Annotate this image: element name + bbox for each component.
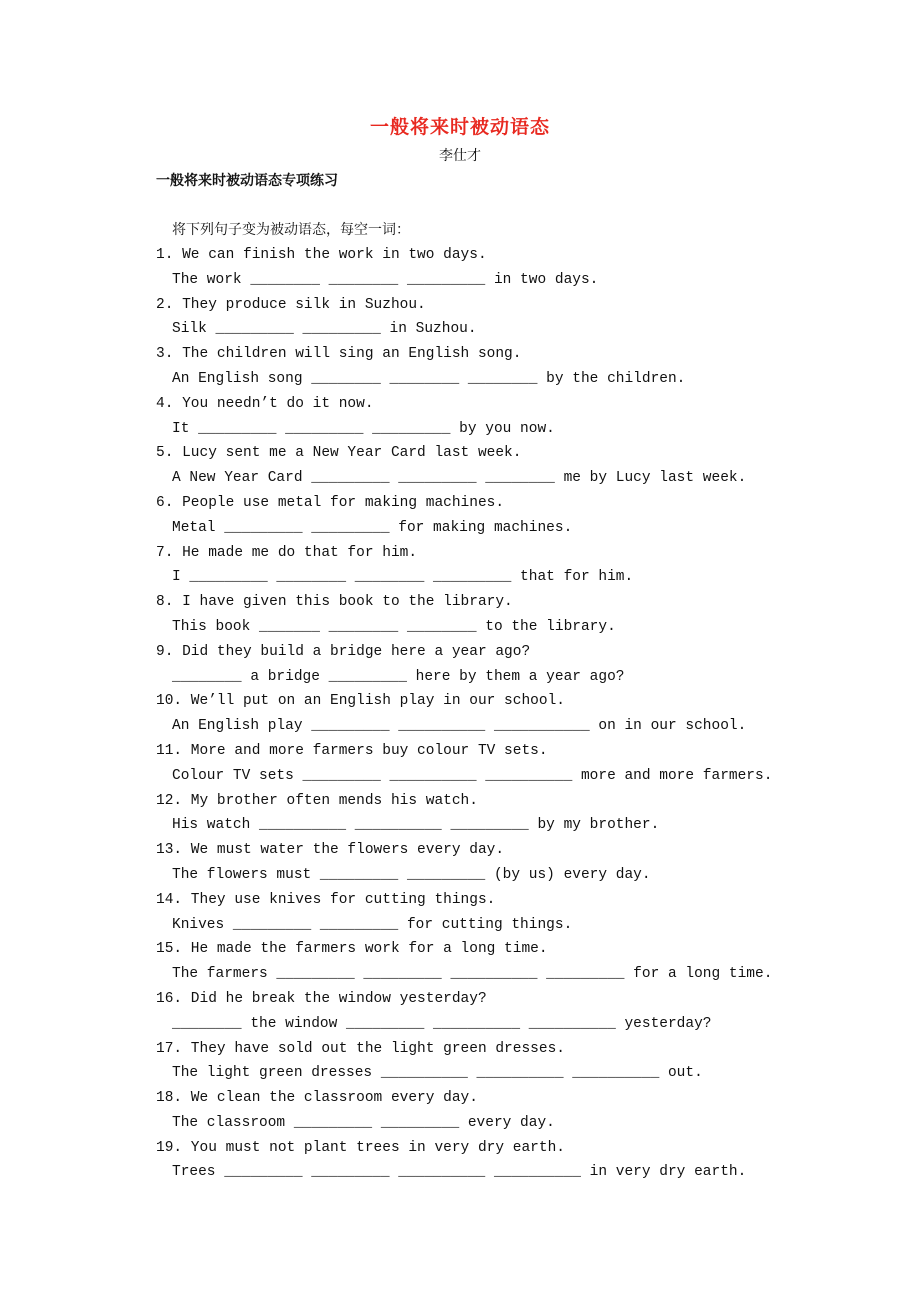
exercise-question: 8. I have given this book to the library. xyxy=(156,594,513,611)
exercise-question: 9. Did they build a bridge here a year ago? xyxy=(156,643,531,660)
exercise-question: 14. They use knives for cutting things. xyxy=(156,891,496,908)
exercise-question: 1. We can finish the work in two days. xyxy=(156,247,487,263)
exercise-answer: Metal _________ _________ for making machines. xyxy=(172,519,573,536)
exercise-answer: This book _______ ________ ________ to the library. xyxy=(172,618,616,635)
exercise-answer: His watch __________ __________ _________ by my brother. xyxy=(172,817,660,834)
exercise-answer: Colour TV sets _________ __________ __________ more and more farmers. xyxy=(172,767,773,784)
exercise-question: 6. People use metal for making machines. xyxy=(156,494,505,511)
exercise-question: 18. We clean the classroom every day. xyxy=(156,1090,478,1107)
instruction-text: 将下列句子变为被动语态，每空一词： xyxy=(172,222,410,238)
exercise-answer: The work ________ ________ _________ in two days. xyxy=(172,271,599,288)
exercise-question: 11. More and more farmers buy colour TV sets. xyxy=(156,742,548,759)
exercise-answer: Trees _________ _________ __________ __________ in very dry earth. xyxy=(172,1164,747,1181)
exercise-answer: The farmers _________ _________ __________ _________ for a long time. xyxy=(172,966,773,983)
exercise-answer: The classroom _________ _________ every day. xyxy=(172,1114,555,1131)
page-title: 一般将来时被动语态 xyxy=(369,116,550,138)
exercise-question: 13. We must water the flowers every day. xyxy=(156,842,505,859)
exercise-answer: Silk _________ _________ in Suzhou. xyxy=(172,321,477,338)
exercise-answer: The flowers must _________ _________ (by us) every day. xyxy=(172,866,651,883)
exercise-question: 10. We’ll put on an English play in our school. xyxy=(156,693,565,710)
exercise-answer: An English play _________ __________ ___________ on in our school. xyxy=(172,718,747,735)
author-name: 李仕才 xyxy=(439,148,481,164)
exercise-question: 5. Lucy sent me a New Year Card last week. xyxy=(156,445,522,462)
exercise-answer: The light green dresses __________ __________ __________ out. xyxy=(172,1065,703,1082)
exercise-answer: An English song ________ ________ ________ by the children. xyxy=(172,370,686,387)
exercise-answer: I _________ ________ ________ _________ that for him. xyxy=(172,569,634,586)
exercise-question: 12. My brother often mends his watch. xyxy=(156,792,478,809)
exercise-answer: Knives _________ _________ for cutting things. xyxy=(172,916,573,933)
exercise-question: 15. He made the farmers work for a long time. xyxy=(156,941,548,958)
exercise-question: 3. The children will sing an English song. xyxy=(156,346,522,363)
exercise-question: 19. You must not plant trees in very dry earth. xyxy=(156,1139,565,1156)
exercise-question: 7. He made me do that for him. xyxy=(156,544,418,561)
exercise-answer: ________ the window _________ __________ __________ yesterday? xyxy=(172,1015,712,1032)
exercise-list xyxy=(0,243,920,1185)
exercise-question: 2. They produce silk in Suzhou. xyxy=(156,296,426,313)
exercise-answer: A New Year Card _________ _________ ________ me by Lucy last week. xyxy=(172,470,747,487)
exercise-answer: It _________ _________ _________ by you now. xyxy=(172,420,555,437)
exercise-question: 17. They have sold out the light green dresses. xyxy=(156,1040,565,1057)
exercise-question: 4. You needn’t do it now. xyxy=(156,395,374,412)
section-heading: 一般将来时被动语态专项练习 xyxy=(156,173,338,189)
exercise-question: 16. Did he break the window yesterday? xyxy=(156,990,487,1007)
exercise-answer: ________ a bridge _________ here by them a year ago? xyxy=(172,668,625,685)
